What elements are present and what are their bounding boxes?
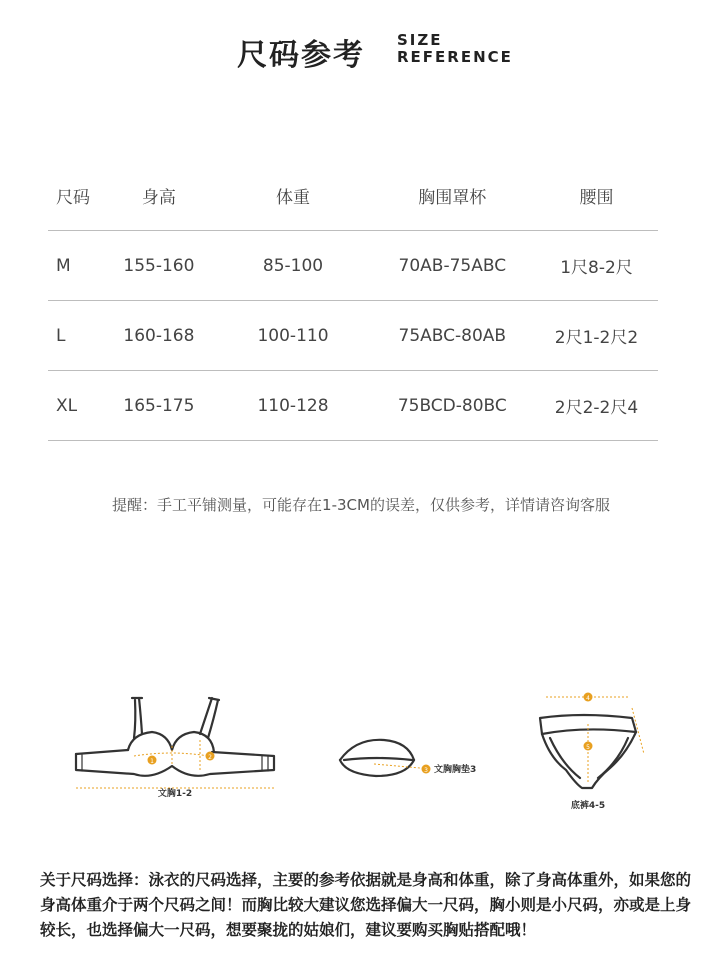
table-cell: 2尺1-2尺2 [535, 301, 658, 371]
title-en-line2: REFERENCE [397, 48, 513, 66]
page-header [0, 30, 722, 73]
bra-label: 文胸1-2 [157, 789, 193, 799]
table-cell: 155-160 [101, 231, 216, 301]
bra-marker-1-text: 1 [150, 758, 154, 765]
brief-marker-5-text: 5 [586, 744, 590, 751]
col-header-waist: 腰围 [579, 187, 614, 208]
size-table [48, 160, 658, 441]
pad-illustration [336, 738, 486, 798]
size-guide-text [40, 868, 700, 943]
col-header-height: 身高 [141, 187, 176, 208]
table-cell: M [48, 231, 101, 301]
page-title: 尺码参考 [237, 38, 365, 73]
brief-illustration [532, 688, 662, 818]
table-cell: XL [48, 371, 101, 441]
table-cell: 1尺8-2尺 [535, 231, 658, 301]
table-header-row [48, 160, 658, 231]
col-header-weight: 体重 [276, 187, 310, 208]
bra-illustration [72, 694, 282, 814]
table-cell: L [48, 301, 101, 371]
table-cell: 85-100 [216, 231, 369, 301]
table-cell: 110-128 [216, 371, 369, 441]
measurement-note: 提醒：手工平铺测量，可能存在1-3CM的误差，仅供参考，详情请咨询客服 [112, 496, 610, 514]
table-row [48, 301, 658, 371]
size-guide-lead: 关于尺码选择： [40, 871, 149, 889]
table-cell: 75BCD-80BC [370, 371, 535, 441]
table-row [48, 231, 658, 301]
measurement-illustrations [0, 680, 722, 820]
table-row [48, 371, 658, 441]
title-en-line1: SIZE [397, 31, 443, 49]
pad-marker-3-text: 3 [424, 767, 428, 774]
pad-label: 文胸胸垫3 [434, 765, 477, 775]
size-guide-body: 泳衣的尺码选择，主要的参考依据就是身高和体重，除了身高体重外，如果您的身高体重介于两个尺码之间！而胸比较大建议您选择偏大一尺码，胸小则是小尺码，亦或是上身较长，也选择偏大一尺码，想要聚拢的姑娘们，建议要购买胸贴搭配哦！ [40, 871, 692, 939]
page-title-en [397, 32, 513, 66]
table-cell: 100-110 [216, 301, 369, 371]
table-cell: 160-168 [101, 301, 216, 371]
table-cell: 165-175 [101, 371, 216, 441]
table-cell: 2尺2-2尺4 [535, 371, 658, 441]
table-cell: 75ABC-80AB [370, 301, 535, 371]
table-cell: 70AB-75ABC [370, 231, 535, 301]
col-header-bust-cup: 胸围罩杯 [418, 187, 487, 208]
brief-label: 底裤4-5 [570, 801, 606, 811]
col-header-size: 尺码 [56, 187, 90, 208]
brief-marker-4-text: 4 [586, 695, 590, 702]
bra-marker-2-text: 2 [208, 754, 212, 761]
